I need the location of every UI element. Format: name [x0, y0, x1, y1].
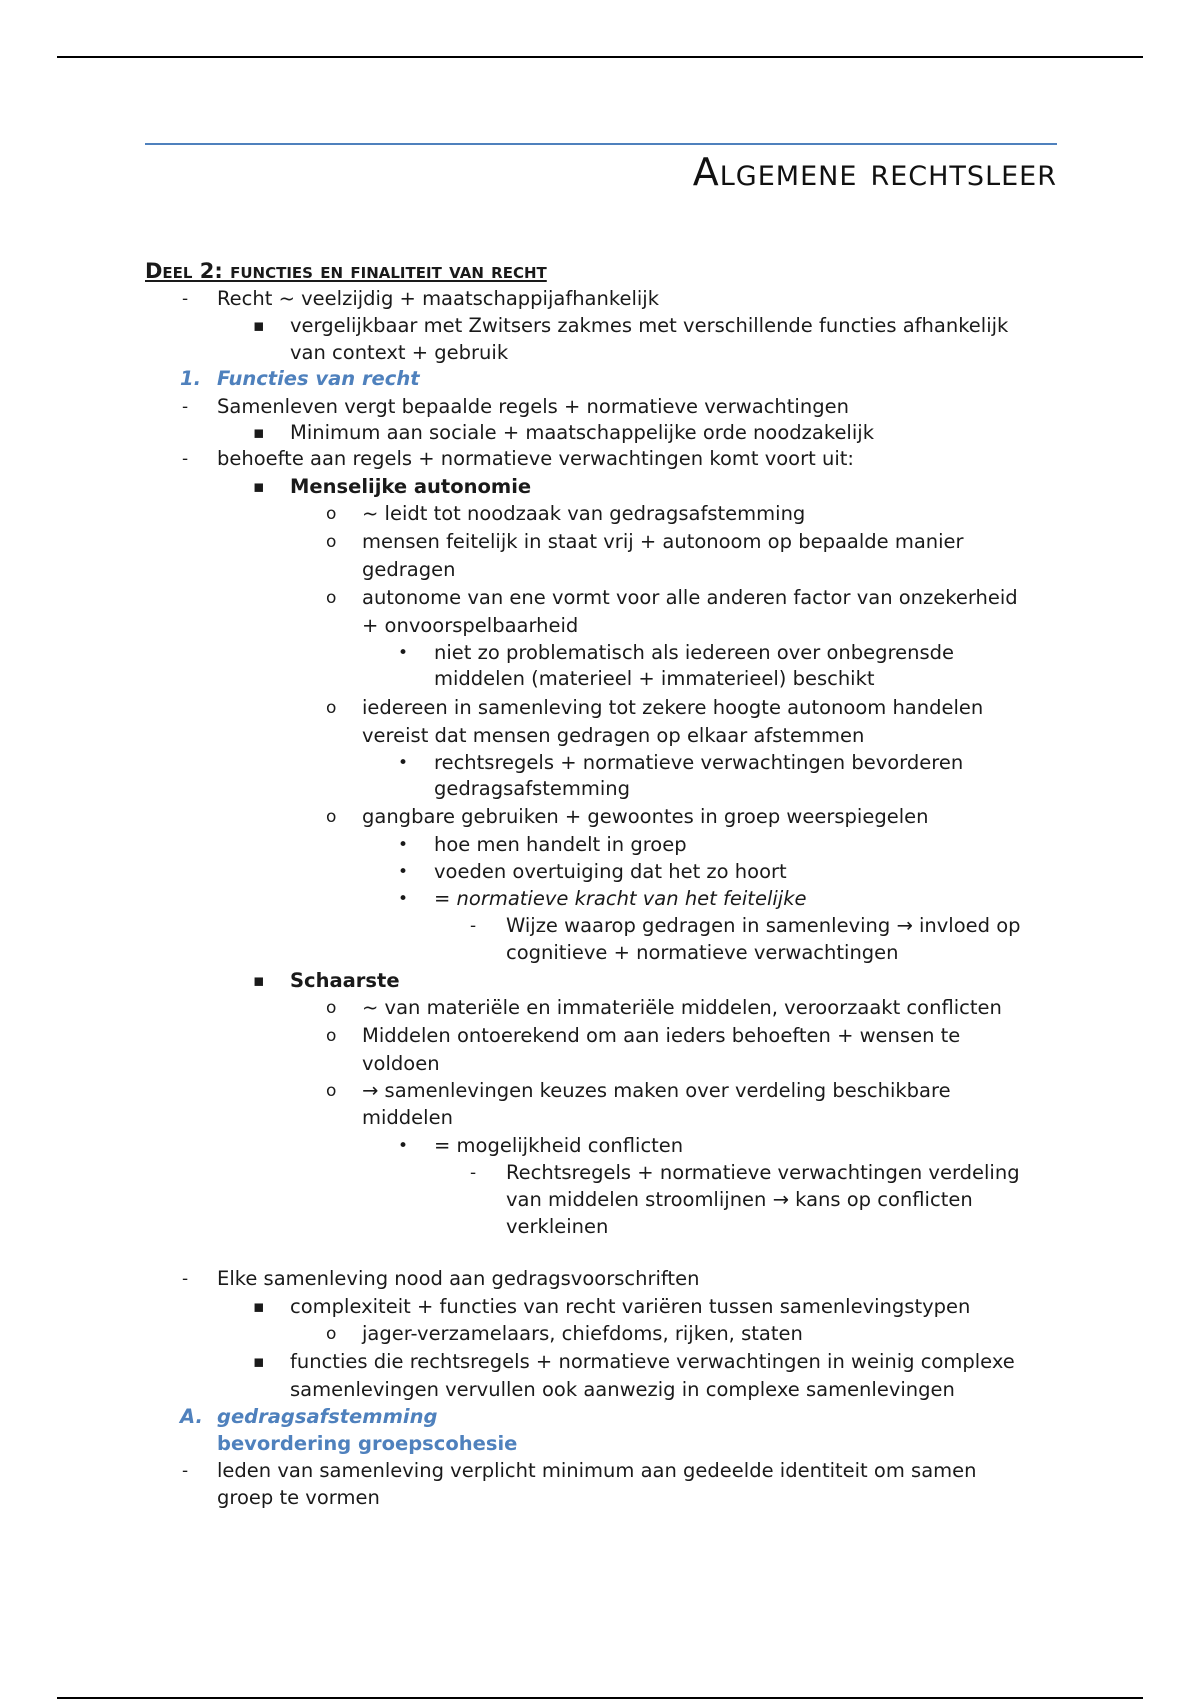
bullet-marker: •: [398, 643, 409, 663]
bullet-marker: •: [398, 835, 409, 855]
header-rule: [57, 56, 1143, 58]
square-marker: ▪: [253, 477, 265, 497]
subsection-title: gedragsafstemming: [217, 1405, 438, 1428]
text-line: samenlevingen vervullen ook aanwezig in complexe samenlevingen: [290, 1378, 955, 1401]
dash-marker: -: [182, 289, 189, 309]
title-rule: [145, 143, 1057, 145]
circle-marker: o: [326, 1324, 337, 1344]
text-line: middelen (materieel + immaterieel) beschikt: [434, 667, 875, 690]
text-line: gedragsafstemming: [434, 777, 631, 800]
text-line: ~ van materiële en immateriële middelen, veroorzaakt conflicten: [362, 996, 1002, 1019]
circle-marker: o: [326, 532, 337, 552]
text-line: jager-verzamelaars, chiefdoms, rijken, staten: [362, 1322, 803, 1345]
document-title: Algemene rechtsleer: [692, 150, 1057, 194]
bullet-marker: •: [398, 753, 409, 773]
text-line: behoefte aan regels + normatieve verwachtingen komt voort uit:: [217, 447, 854, 470]
text-line: gangbare gebruiken + gewoontes in groep weerspiegelen: [362, 805, 929, 828]
text-line: leden van samenleving verplicht minimum aan gedeelde identiteit om samen: [217, 1459, 977, 1482]
text-line: van middelen stroomlijnen → kans op conflicten: [506, 1188, 973, 1211]
square-marker: ▪: [253, 1297, 265, 1317]
text-line: + onvoorspelbaarheid: [362, 614, 579, 637]
text-line: middelen: [362, 1106, 453, 1129]
dash-marker: -: [470, 1163, 477, 1183]
text-line: niet zo problematisch als iedereen over onbegrensde: [434, 641, 954, 664]
circle-marker: o: [326, 588, 337, 608]
text-line: Schaarste: [290, 969, 400, 992]
circle-marker: o: [326, 504, 337, 524]
text-line: Wijze waarop gedragen in samenleving → invloed op: [506, 914, 1021, 937]
text-line: → samenlevingen keuzes maken over verdeling beschikbare: [362, 1079, 951, 1102]
text-line: hoe men handelt in groep: [434, 833, 687, 856]
text-line: Menselijke autonomie: [290, 475, 532, 498]
bullet-marker: •: [398, 862, 409, 882]
text-line: cognitieve + normatieve verwachtingen: [506, 941, 899, 964]
text-line: complexiteit + functies van recht variëren tussen samenlevingstypen: [290, 1295, 971, 1318]
text-line: autonome van ene vormt voor alle anderen factor van onzekerheid: [362, 586, 1018, 609]
dash-marker: -: [470, 916, 477, 936]
dash-marker: -: [182, 1461, 189, 1481]
square-marker: ▪: [253, 1352, 265, 1372]
square-marker: ▪: [253, 971, 265, 991]
section-heading: Deel 2: functies en finaliteit van recht: [145, 259, 547, 283]
text-line: gedragen: [362, 558, 456, 581]
square-marker: ▪: [253, 423, 265, 443]
text-line: groep te vormen: [217, 1486, 380, 1509]
text-line: functies die rechtsregels + normatieve verwachtingen in weinig complexe: [290, 1350, 1015, 1373]
dash-marker: -: [182, 397, 189, 417]
text-line: Middelen ontoerekend om aan ieders behoeften + wensen te: [362, 1024, 961, 1047]
text-line: Elke samenleving nood aan gedragsvoorschriften: [217, 1267, 700, 1290]
circle-marker: o: [326, 698, 337, 718]
dash-marker: -: [182, 1269, 189, 1289]
text-line: mensen feitelijk in staat vrij + autonoom op bepaalde manier: [362, 530, 964, 553]
bullet-marker: •: [398, 889, 409, 909]
circle-marker: o: [326, 1081, 337, 1101]
subsection-title: Functies van recht: [217, 367, 420, 390]
circle-marker: o: [326, 1026, 337, 1046]
dash-marker: -: [182, 449, 189, 469]
text-line: vergelijkbaar met Zwitsers zakmes met verschillende functies afhankelijk: [290, 314, 1009, 337]
text-line: Recht ~ veelzijdig + maatschappijafhankelijk: [217, 287, 660, 310]
text-line: voldoen: [362, 1052, 440, 1075]
text-line: = mogelijkheid conflicten: [434, 1134, 684, 1157]
section-letter: A.: [180, 1405, 203, 1428]
section-number: 1.: [180, 367, 201, 390]
text-line: voeden overtuiging dat het zo hoort: [434, 860, 787, 883]
subsection-title: bevordering groepscohesie: [217, 1432, 518, 1455]
footer-rule: [57, 1697, 1143, 1699]
text-line: = normatieve kracht van het feitelijke: [434, 887, 807, 910]
circle-marker: o: [326, 807, 337, 827]
text-line: iedereen in samenleving tot zekere hoogte autonoom handelen: [362, 696, 984, 719]
circle-marker: o: [326, 998, 337, 1018]
text-line: Samenleven vergt bepaalde regels + normatieve verwachtingen: [217, 395, 849, 418]
text-line: rechtsregels + normatieve verwachtingen bevorderen: [434, 751, 964, 774]
bullet-marker: •: [398, 1136, 409, 1156]
text-line: verkleinen: [506, 1215, 609, 1238]
square-marker: ▪: [253, 316, 265, 336]
text-line: van context + gebruik: [290, 341, 509, 364]
text-line: Minimum aan sociale + maatschappelijke orde noodzakelijk: [290, 421, 874, 444]
text-line: vereist dat mensen gedragen op elkaar afstemmen: [362, 724, 865, 747]
text-line: ~ leidt tot noodzaak van gedragsafstemming: [362, 502, 806, 525]
text-line: Rechtsregels + normatieve verwachtingen verdeling: [506, 1161, 1020, 1184]
